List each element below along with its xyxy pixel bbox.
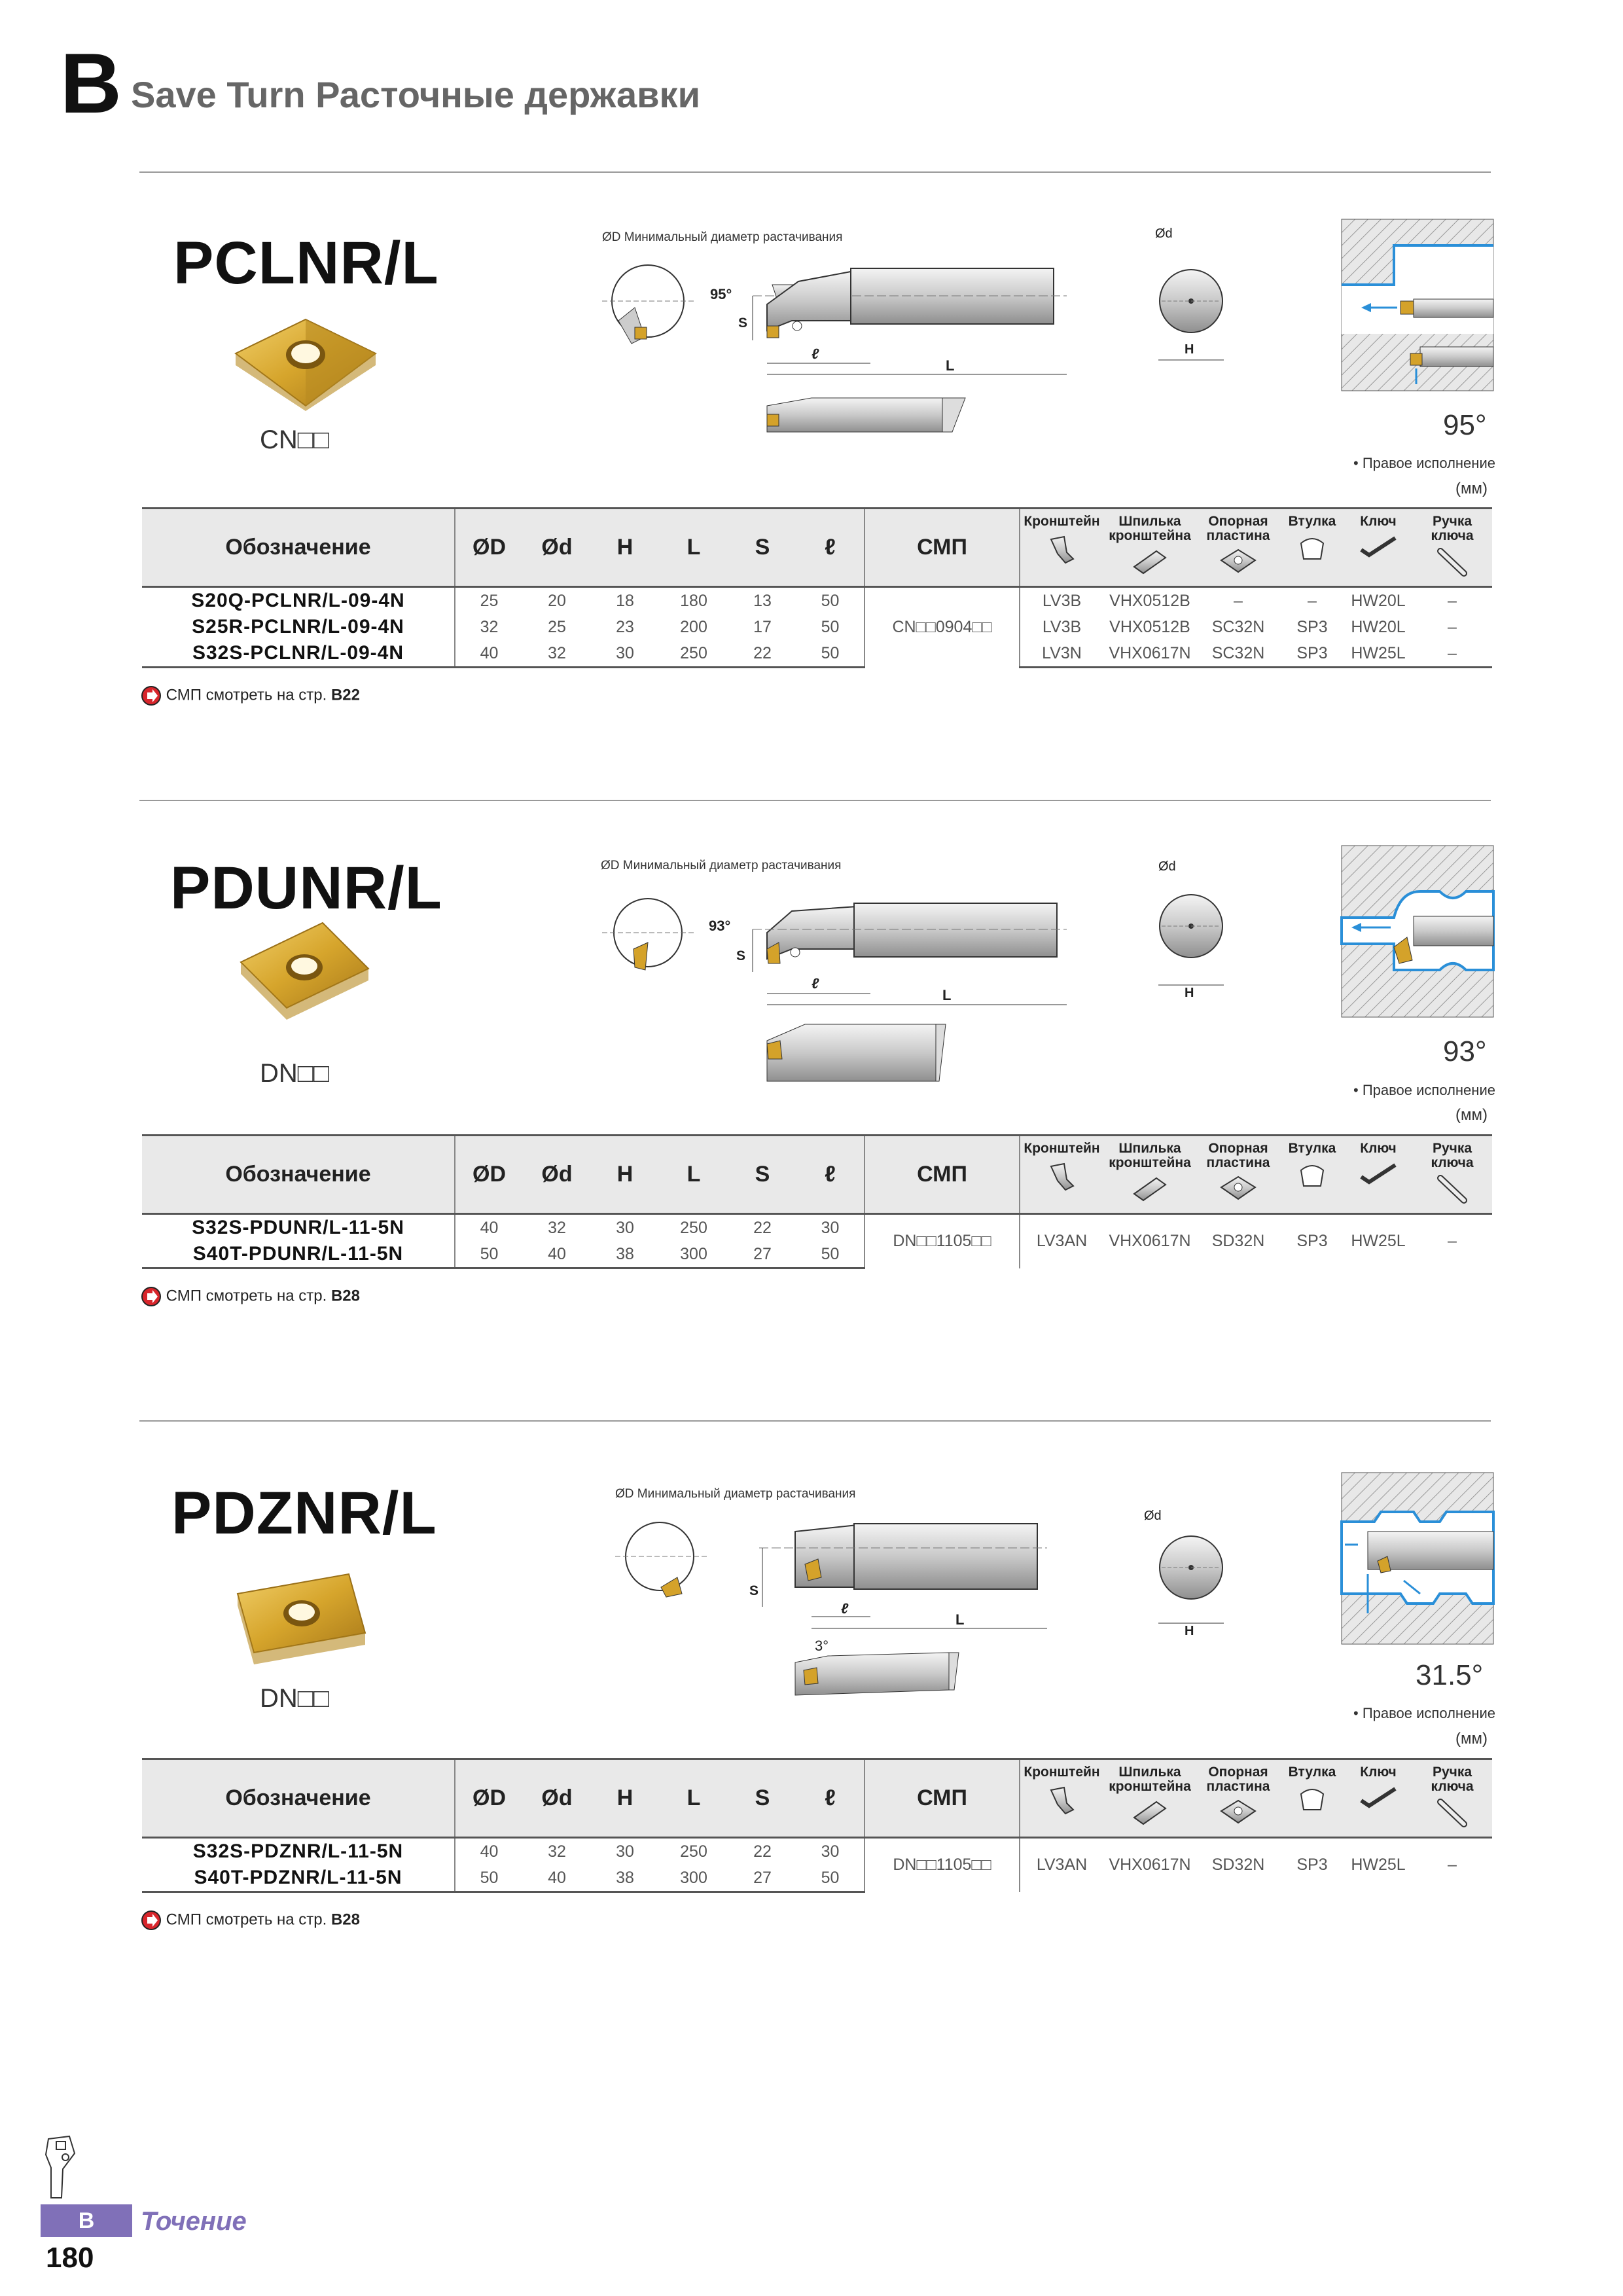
hex-key-icon: [1359, 1160, 1398, 1189]
svg-text:Ød: Ød: [1155, 226, 1173, 241]
svg-text:L: L: [946, 357, 955, 374]
col-designation: Обозначение: [142, 509, 455, 587]
min-diameter-label: ØD Минимальный диаметр растачивания: [602, 230, 843, 244]
table-row: S32S-PDZNR/L-11-5N 40 32 30 250 22 30 DN□□1105□□ LV3AN VHX0617N SD32N SP3 HW25L –: [142, 1838, 1492, 1865]
col-handle: Ручка ключа: [1412, 1759, 1492, 1838]
screw-icon: [1130, 1798, 1169, 1827]
insert-image: [224, 1568, 382, 1666]
table-row: S25R-PCLNR/L-09-4N 32 25 23 200 17 50 LV3B VHX0512B SC32N SP3 HW20L –: [142, 614, 1492, 640]
col-H: H: [591, 1759, 659, 1838]
svg-text:H: H: [1185, 986, 1194, 1000]
key-handle-icon: [1433, 1798, 1472, 1827]
end-view: [1149, 262, 1234, 380]
approach-angle: 31.5°: [1416, 1659, 1484, 1691]
col-l: ℓ: [796, 509, 865, 587]
table-row: S40T-PDZNR/L-11-5N 50 40 38 300 27 50: [142, 1865, 1492, 1892]
svg-text:S: S: [736, 948, 746, 963]
arrow-right-icon: [141, 685, 162, 706]
smp-code: DN□□1105□□: [865, 1214, 1020, 1268]
col-D: ØD: [455, 509, 523, 587]
col-l: ℓ: [796, 1136, 865, 1214]
table-row: S32S-PCLNR/L-09-4N 40 32 30 250 22 50 LV3N VHX0617N SC32N SP3 HW25L –: [142, 640, 1492, 668]
col-handle: Ручка ключа: [1412, 509, 1492, 587]
svg-text:S: S: [738, 315, 748, 331]
svg-text:L: L: [955, 1611, 965, 1628]
svg-text:S: S: [749, 1583, 759, 1598]
bracket-icon: [1046, 533, 1079, 565]
sleeve-icon: [1296, 1160, 1329, 1189]
application-diagram: [1342, 846, 1493, 1017]
col-plate: Опорная пластина: [1196, 1759, 1280, 1838]
table-row: S40T-PDUNR/L-11-5N 50 40 38 300 27 50: [142, 1241, 1492, 1268]
approach-angle: 95°: [1443, 409, 1487, 441]
application-diagram: [1342, 219, 1493, 391]
svg-text:93°: 93°: [709, 918, 731, 934]
col-designation: Обозначение: [142, 1136, 455, 1214]
insert-code: CN□□: [260, 425, 330, 454]
orientation-note: • Правое исполнение: [1353, 1082, 1495, 1098]
bracket-icon: [1046, 1160, 1079, 1193]
screw-icon: [1130, 547, 1169, 576]
page-title: Save Turn Расточные державки: [131, 74, 700, 115]
orientation-note: • Правое исполнение: [1353, 455, 1495, 471]
svg-text:L: L: [942, 987, 952, 1003]
col-d: Ød: [523, 509, 591, 587]
col-L: L: [659, 1759, 728, 1838]
col-key: Ключ: [1344, 509, 1412, 587]
unit-label: (мм): [1455, 480, 1488, 497]
page-number: 180: [46, 2242, 94, 2274]
col-key: Ключ: [1344, 1759, 1412, 1838]
sleeve-icon: [1296, 533, 1329, 562]
svg-text:Ød: Ød: [1144, 1509, 1162, 1523]
plate-icon: [1219, 1174, 1258, 1203]
approach-angle: 93°: [1443, 1035, 1487, 1067]
section-divider: [139, 800, 1491, 801]
arrow-right-icon: [141, 1286, 162, 1307]
screw-icon: [1130, 1174, 1169, 1203]
col-bracket: Кронштейн: [1020, 509, 1103, 587]
key-handle-icon: [1433, 1174, 1472, 1203]
plate-icon: [1219, 547, 1258, 576]
turning-tool-icon: [43, 2135, 89, 2200]
col-d: Ød: [523, 1759, 591, 1838]
col-L: L: [659, 509, 728, 587]
smp-code: DN□□1105□□: [865, 1838, 1020, 1892]
col-key: Ключ: [1344, 1136, 1412, 1214]
col-screw: Шпилька кронштейна: [1103, 1136, 1196, 1214]
svg-text:Ød: Ød: [1158, 859, 1176, 874]
col-S: S: [728, 1136, 796, 1214]
arrow-right-icon: [141, 1910, 162, 1931]
col-handle: Ручка ключа: [1412, 1136, 1492, 1214]
end-view: [1149, 1525, 1234, 1643]
unit-label: (мм): [1455, 1106, 1488, 1124]
col-H: H: [591, 1136, 659, 1214]
insert-image: [224, 916, 382, 1021]
application-diagram: [1342, 1473, 1493, 1644]
col-S: S: [728, 1759, 796, 1838]
svg-text:ℓ: ℓ: [812, 346, 819, 362]
spec-table-pclnr: [142, 507, 1492, 668]
see-page-link[interactable]: СМП смотреть на стр. B28: [141, 1286, 360, 1307]
col-designation: Обозначение: [142, 1759, 455, 1838]
model-title: PDZNR/L: [171, 1480, 437, 1547]
key-handle-icon: [1433, 547, 1472, 576]
tool-dimension-drawing: [596, 851, 1176, 1086]
col-plate: Опорная пластина: [1196, 1136, 1280, 1214]
model-title: PDUNR/L: [170, 855, 442, 922]
end-view: [1149, 887, 1234, 1005]
col-sleeve: Втулка: [1280, 509, 1344, 587]
hex-key-icon: [1359, 533, 1398, 562]
col-screw: Шпилька кронштейна: [1103, 509, 1196, 587]
unit-label: (мм): [1455, 1730, 1488, 1748]
section-divider: [139, 1420, 1491, 1422]
spec-table-pdunr: [142, 1134, 1492, 1269]
tool-dimension-drawing: [596, 1479, 1162, 1715]
insert-image: [230, 314, 381, 412]
section-tab[interactable]: B: [41, 2204, 132, 2237]
svg-text:H: H: [1185, 342, 1194, 357]
col-D: ØD: [455, 1759, 523, 1838]
col-L: L: [659, 1136, 728, 1214]
svg-text:ℓ: ℓ: [812, 975, 819, 992]
col-H: H: [591, 509, 659, 587]
col-bracket: Кронштейн: [1020, 1136, 1103, 1214]
col-screw: Шпилька кронштейна: [1103, 1759, 1196, 1838]
svg-text:H: H: [1185, 1624, 1194, 1638]
see-page-link[interactable]: СМП смотреть на стр. B22: [141, 685, 360, 706]
hex-key-icon: [1359, 1784, 1398, 1812]
svg-text:95°: 95°: [710, 286, 732, 302]
col-smp: СМП: [865, 1759, 1020, 1838]
tool-dimension-drawing: [596, 223, 1173, 439]
col-bracket: Кронштейн: [1020, 1759, 1103, 1838]
table-row: S32S-PDUNR/L-11-5N 40 32 30 250 22 30 DN□□1105□□ LV3AN VHX0617N SD32N SP3 HW25L –: [142, 1214, 1492, 1242]
see-page-link[interactable]: СМП смотреть на стр. B28: [141, 1910, 360, 1931]
svg-text:ØD Минимальный диаметр растачи: ØD Минимальный диаметр растачивания: [615, 1487, 856, 1501]
svg-text:ØD Минимальный диаметр растачи: ØD Минимальный диаметр растачивания: [601, 859, 842, 872]
col-sleeve: Втулка: [1280, 1136, 1344, 1214]
plate-icon: [1219, 1798, 1258, 1827]
svg-text:3°: 3°: [815, 1638, 829, 1654]
table-row: S20Q-PCLNR/L-09-4N 25 20 18 180 13 50 CN□□0904□□ LV3B VHX0512B – – HW20L –: [142, 587, 1492, 615]
col-smp: СМП: [865, 1136, 1020, 1214]
col-sleeve: Втулка: [1280, 1759, 1344, 1838]
col-D: ØD: [455, 1136, 523, 1214]
sleeve-icon: [1296, 1784, 1329, 1812]
col-S: S: [728, 509, 796, 587]
section-divider: [139, 171, 1491, 173]
orientation-note: • Правое исполнение: [1353, 1705, 1495, 1721]
smp-code: CN□□0904□□: [865, 587, 1020, 668]
spec-table-pdznr: [142, 1758, 1492, 1893]
insert-code: DN□□: [260, 1059, 330, 1088]
col-d: Ød: [523, 1136, 591, 1214]
model-title: PCLNR/L: [173, 230, 439, 296]
col-smp: СМП: [865, 509, 1020, 587]
insert-code: DN□□: [260, 1684, 330, 1713]
section-name: Точение: [141, 2207, 247, 2236]
col-l: ℓ: [796, 1759, 865, 1838]
col-plate: Опорная пластина: [1196, 509, 1280, 587]
bracket-icon: [1046, 1784, 1079, 1816]
svg-text:ℓ: ℓ: [841, 1600, 849, 1617]
chapter-letter: B: [60, 35, 122, 131]
